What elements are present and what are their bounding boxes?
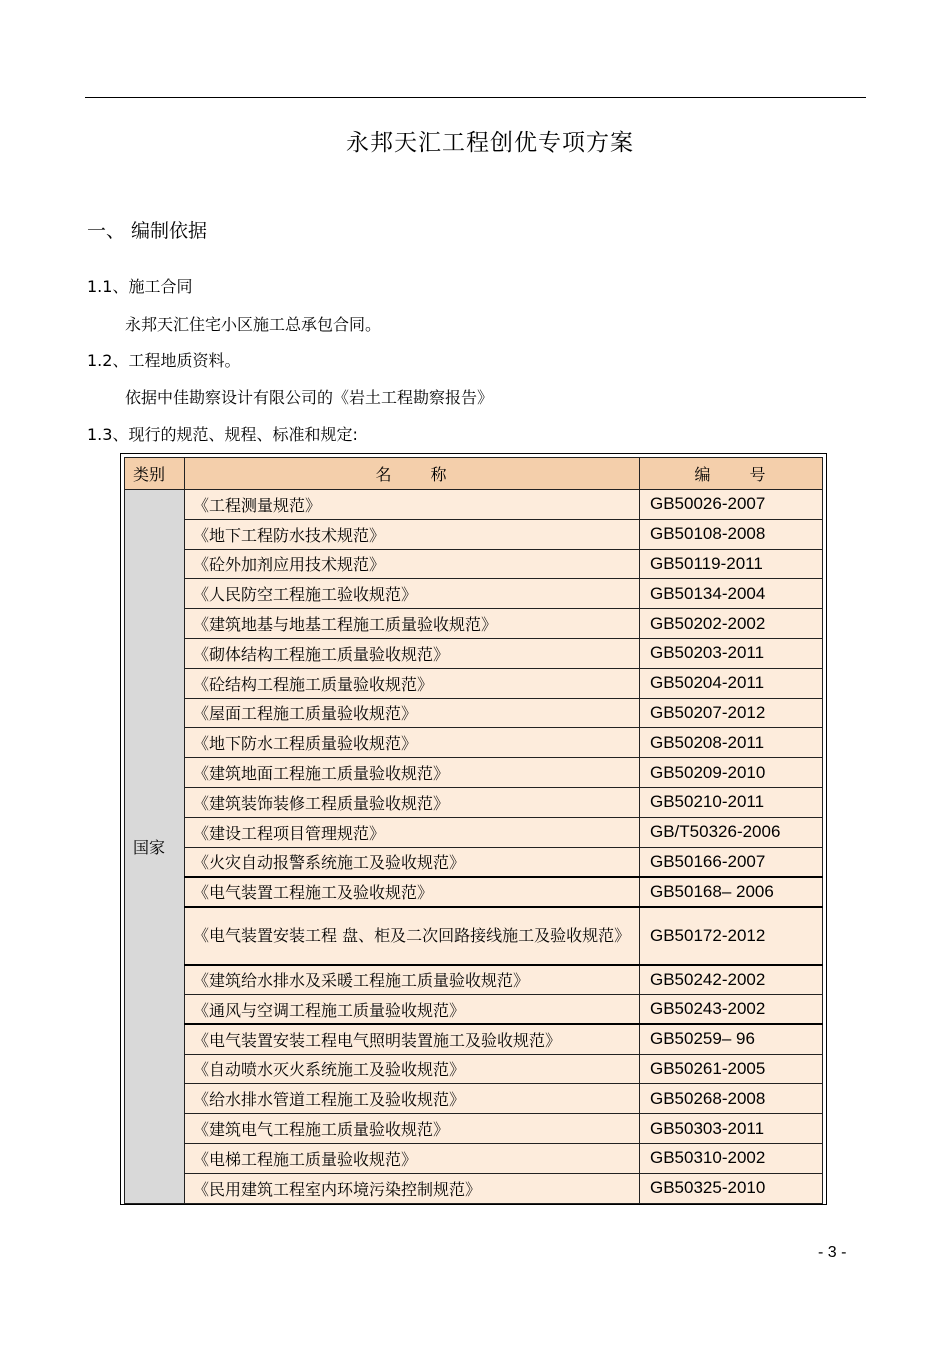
standard-code: GB50268-2008 [640,1084,823,1114]
standard-name: 《建筑地面工程施工质量验收规范》 [185,758,640,788]
table-row [125,1054,823,1084]
item-text-1-1: 永邦天汇住宅小区施工总承包合同。 [125,315,382,334]
standard-name: 《给水排水管道工程施工及验收规范》 [185,1084,640,1114]
standard-name: 《屋面工程施工质量验收规范》 [185,698,640,728]
standard-name: 《建筑给水排水及采暖工程施工质量验收规范》 [185,965,640,995]
standard-name: 《民用建筑工程室内环境污染控制规范》 [185,1173,640,1203]
standard-name: 《砌体结构工程施工质量验收规范》 [185,638,640,668]
standard-code: GB50202-2002 [640,609,823,639]
standard-name: 《电梯工程施工质量验收规范》 [185,1143,640,1173]
standard-code: GB50108-2008 [640,519,823,549]
table-row [125,1173,823,1203]
standard-name: 《地下防水工程质量验收规范》 [185,728,640,758]
standard-code: GB50207-2012 [640,698,823,728]
standard-code: GB50325-2010 [640,1173,823,1203]
table-header-row [125,458,823,490]
item-heading-1-3: 1.3、现行的规范、规程、标准和规定: [87,425,358,444]
standard-name: 《电气装置安装工程电气照明装置施工及验收规范》 [185,1024,640,1054]
standard-code: GB50261-2005 [640,1054,823,1084]
table-row [125,965,823,995]
section-heading: 一、 编制依据 [87,220,208,242]
table-row [125,847,823,877]
standard-code: GB50168– 2006 [640,877,823,907]
item-heading-1-1: 1.1、施工合同 [87,277,193,296]
standard-name: 《建筑装饰装修工程质量验收规范》 [185,787,640,817]
standard-code: GB50243-2002 [640,994,823,1024]
standard-code: GB50210-2011 [640,787,823,817]
table-row [125,549,823,579]
standard-name: 《通风与空调工程施工质量验收规范》 [185,994,640,1024]
table-row [125,609,823,639]
header-code: 编 号 [640,458,823,490]
header-rule [85,97,866,98]
standard-name: 《火灾自动报警系统施工及验收规范》 [185,847,640,877]
standard-name: 《电气装置安装工程 盘、柜及二次回路接线施工及验收规范》 [185,907,640,965]
standard-code: GB50172-2012 [640,907,823,965]
table-row [125,1114,823,1144]
standard-code: GB50242-2002 [640,965,823,995]
table-row [125,787,823,817]
standard-code: GB50026-2007 [640,490,823,520]
table-row [125,817,823,847]
table-row [125,907,823,965]
standards-table-frame [120,453,827,1205]
standard-code: GB50208-2011 [640,728,823,758]
standard-code: GB50166-2007 [640,847,823,877]
table-row [125,1143,823,1173]
standard-name: 《建设工程项目管理规范》 [185,817,640,847]
table-row [125,994,823,1024]
standard-code: GB50259– 96 [640,1024,823,1054]
table-row [125,1084,823,1114]
table-row [125,877,823,907]
table-row [125,519,823,549]
table-row [125,1024,823,1054]
standards-table [124,457,823,1204]
standard-code: GB50134-2004 [640,579,823,609]
page-number: - 3 - [818,1244,847,1261]
item-text-1-2: 依据中佳勘察设计有限公司的《岩土工程勘察报告》 [125,388,494,407]
standard-name: 《电气装置工程施工及验收规范》 [185,877,640,907]
standard-code: GB50303-2011 [640,1114,823,1144]
standard-name: 《工程测量规范》 [185,490,640,520]
standard-code: GB/T50326-2006 [640,817,823,847]
header-name: 名 称 [185,458,640,490]
standard-code: GB50310-2002 [640,1143,823,1173]
standard-code: GB50203-2011 [640,638,823,668]
standard-name: 《砼结构工程施工质量验收规范》 [185,668,640,698]
standard-code: GB50204-2011 [640,668,823,698]
standard-name: 《砼外加剂应用技术规范》 [185,549,640,579]
item-heading-1-2: 1.2、工程地质资料。 [87,351,241,370]
standard-name: 《建筑地基与地基工程施工质量验收规范》 [185,609,640,639]
table-row [125,758,823,788]
standard-code: GB50209-2010 [640,758,823,788]
standard-name: 《地下工程防水技术规范》 [185,519,640,549]
table-row [125,638,823,668]
table-row [125,579,823,609]
table-row [125,490,823,520]
standard-name: 《建筑电气工程施工质量验收规范》 [185,1114,640,1144]
standard-name: 《人民防空工程施工验收规范》 [185,579,640,609]
table-row [125,668,823,698]
standard-name: 《自动喷水灭火系统施工及验收规范》 [185,1054,640,1084]
category-cell: 国家 [125,490,185,1204]
table-row [125,698,823,728]
header-category: 类别 [125,458,185,490]
document-title: 永邦天汇工程创优专项方案 [346,130,634,156]
table-row [125,728,823,758]
standard-code: GB50119-2011 [640,549,823,579]
